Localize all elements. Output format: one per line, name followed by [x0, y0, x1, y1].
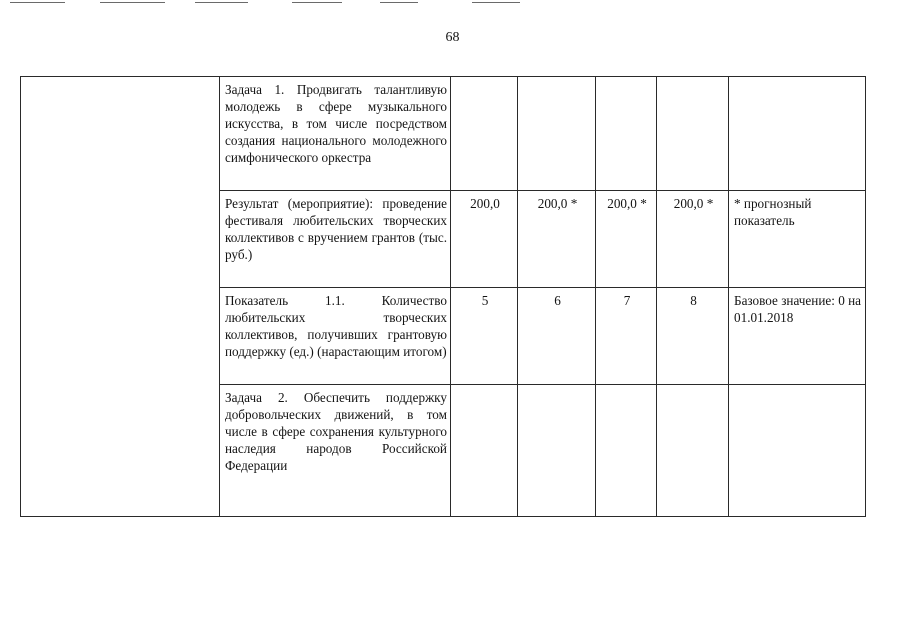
page-number: 68 — [445, 30, 460, 45]
value-cell — [596, 385, 657, 517]
header-rule — [472, 2, 520, 3]
value-cell — [518, 385, 596, 517]
note-cell: * прогнозный показатель — [729, 191, 866, 288]
header-rule — [100, 2, 165, 3]
value-cell — [657, 385, 729, 517]
header-rule — [292, 2, 342, 3]
value-cell: 8 — [657, 288, 729, 385]
value-cell — [518, 77, 596, 191]
value-cell — [451, 385, 518, 517]
value-cell: 200,0 — [451, 191, 518, 288]
task-description-cell: Задача 2. Обеспечить поддержку добровольческих движений, в том числе в сфере сохранения культурного наследия народов Российской Федерации — [220, 385, 451, 517]
value-cell: 7 — [596, 288, 657, 385]
value-cell — [657, 77, 729, 191]
value-cell: 6 — [518, 288, 596, 385]
value-cell: 200,0 * — [518, 191, 596, 288]
note-cell — [729, 385, 866, 517]
value-cell: 5 — [451, 288, 518, 385]
table-row — [21, 77, 866, 191]
value-cell: 200,0 * — [657, 191, 729, 288]
merged-left-cell — [21, 77, 220, 517]
value-cell — [451, 77, 518, 191]
value-cell — [596, 77, 657, 191]
indicator-description-cell: Показатель 1.1. Количество любительских творческих коллективов, получивших грантовую поддержку (ед.) (нарастающим итогом) — [220, 288, 451, 385]
program-table — [20, 76, 866, 517]
header-rule — [10, 2, 65, 3]
header-rule — [380, 2, 418, 3]
value-cell: 200,0 * — [596, 191, 657, 288]
task-description-cell: Задача 1. Продвигать талантливую молодежь в сфере музыкального искусства, в том числе посредством создания национального молодежного симфонического оркестра — [220, 77, 451, 191]
header-rule — [195, 2, 248, 3]
result-description-cell: Результат (мероприятие): проведение фестиваля любительских творческих коллективов с вручением грантов (тыс. руб.) — [220, 191, 451, 288]
note-cell: Базовое значение: 0 на 01.01.2018 — [729, 288, 866, 385]
note-cell — [729, 77, 866, 191]
